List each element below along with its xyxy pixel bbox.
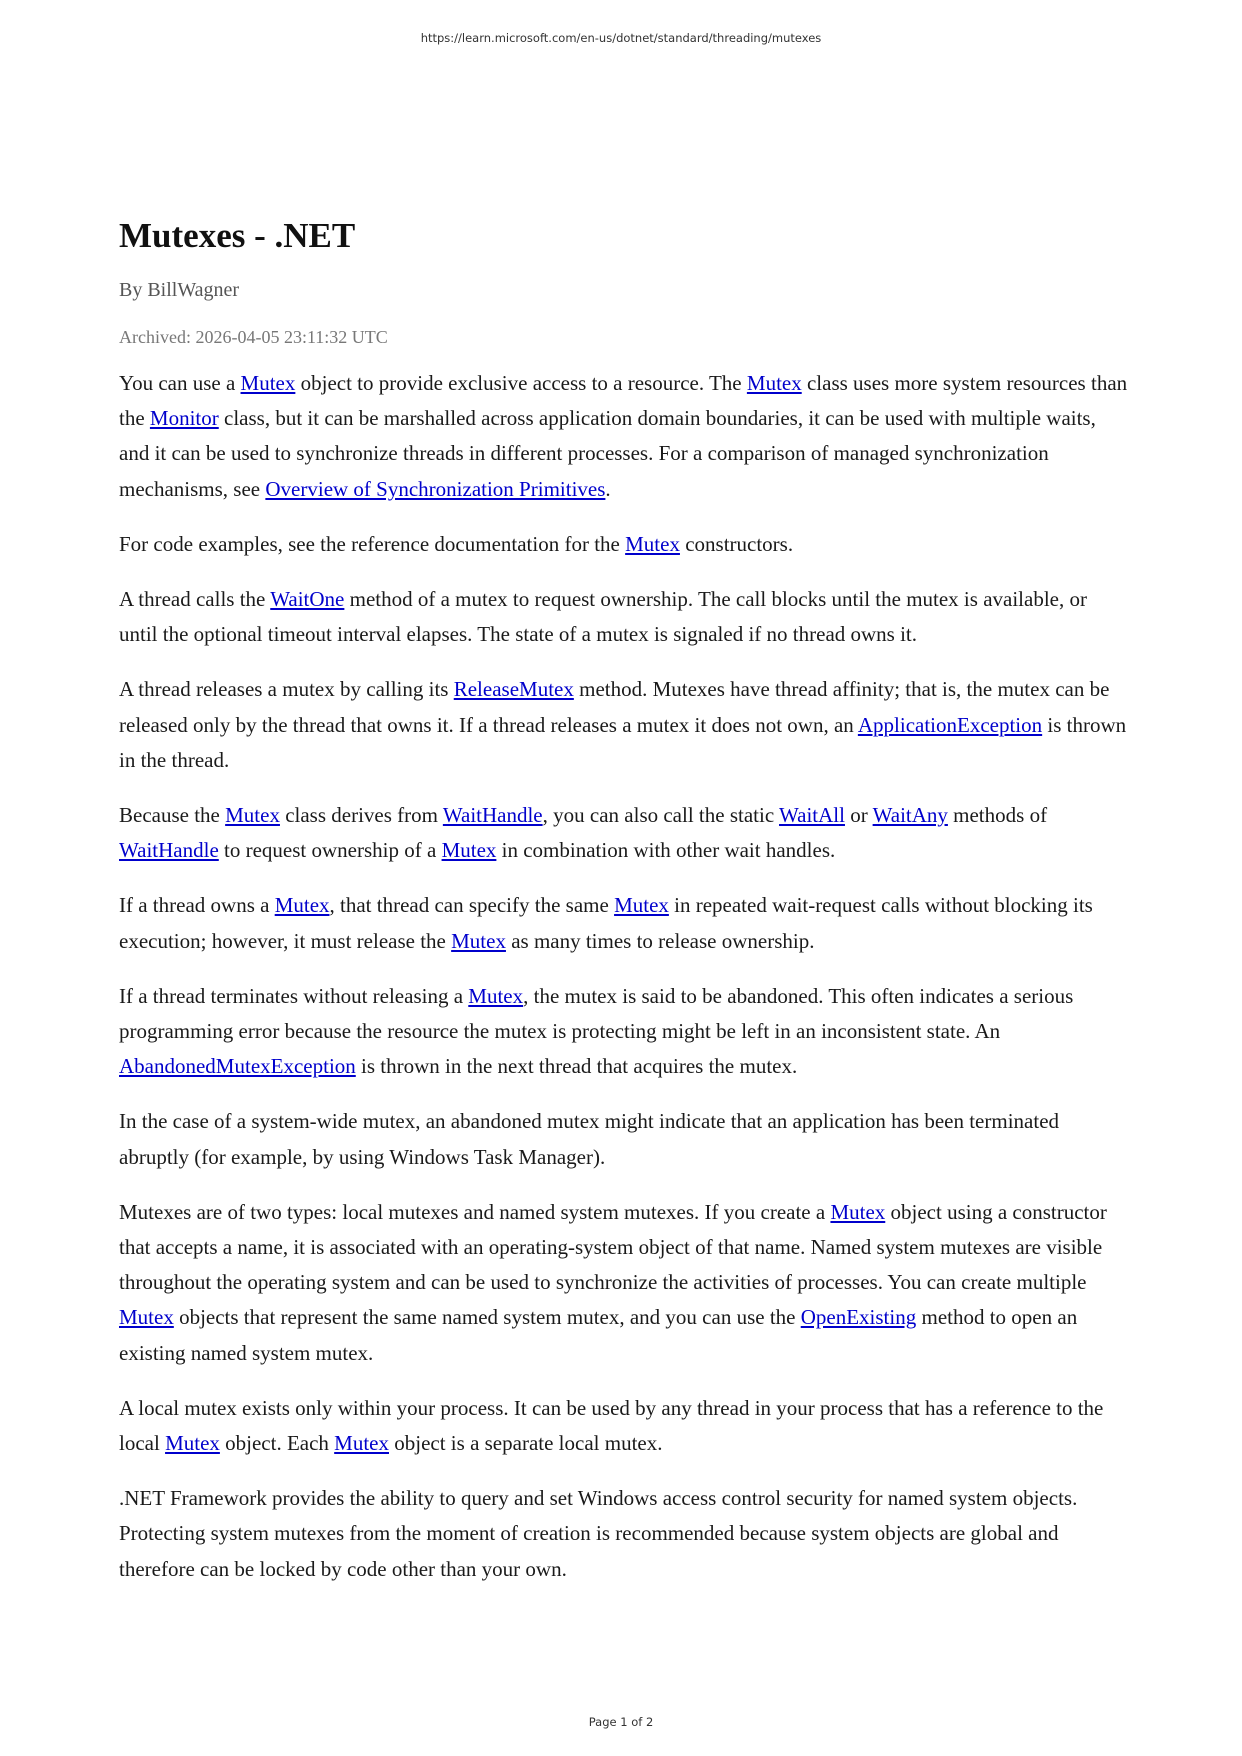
- article-body: [119, 366, 1129, 1587]
- link-mutex[interactable]: Mutex: [119, 1305, 174, 1330]
- text-run: If a thread terminates without releasing a: [119, 983, 469, 1008]
- text-run: is thrown in the thread.: [119, 712, 1127, 772]
- link-waithandle[interactable]: WaitHandle: [442, 803, 543, 828]
- paragraph: [119, 1391, 1129, 1461]
- text-run: Mutexes are of two types: local mutexes and named system mutexes. If you create a: [119, 1199, 831, 1224]
- text-run: method to open an existing named system mutex.: [119, 1305, 1078, 1365]
- page-title: Mutexes - .NET: [119, 216, 356, 255]
- paragraph: [119, 527, 1129, 562]
- text-run: to request ownership of a: [218, 838, 442, 863]
- paragraph: [119, 888, 1129, 958]
- text-run: For code examples, see the reference documentation for the: [119, 531, 626, 556]
- link-mutex[interactable]: Mutex: [451, 928, 506, 953]
- link-mutex[interactable]: Mutex: [274, 893, 330, 918]
- paragraph: [119, 1104, 1129, 1174]
- author-byline: By BillWagner: [119, 279, 240, 301]
- link-releasemutex[interactable]: ReleaseMutex: [453, 677, 574, 702]
- text-run: in combination with other wait handles.: [496, 838, 836, 863]
- link-mutex[interactable]: Mutex: [468, 983, 524, 1008]
- text-run: constructors.: [679, 531, 794, 556]
- link-mutex[interactable]: Mutex: [441, 838, 497, 863]
- link-openexisting[interactable]: OpenExisting: [800, 1305, 917, 1330]
- text-run: methods of: [947, 803, 1048, 828]
- text-run: method of a mutex to request ownership. The call blocks until the mutex is available, or until the optional timeout interval elapses. The state of a mutex is signaled if no thread owns it.: [119, 587, 1087, 647]
- text-run: , that thread can specify the same: [329, 893, 615, 918]
- text-run: Because the: [119, 803, 226, 828]
- text-run: is thrown in the next thread that acquires the mutex.: [355, 1054, 798, 1079]
- link-waitany[interactable]: WaitAny: [872, 803, 948, 828]
- text-run: , the mutex is said to be abandoned. This often indicates a serious programming error because the resource the mutex is protecting might be left in an inconsistent state. An: [119, 983, 1074, 1044]
- text-run: A thread calls the: [119, 587, 271, 612]
- link-mutex[interactable]: Mutex: [334, 1431, 389, 1456]
- text-run: You can use a: [119, 371, 241, 395]
- link-monitor[interactable]: Monitor: [149, 406, 219, 431]
- link-applicationexception[interactable]: ApplicationException: [857, 712, 1043, 737]
- text-run: in repeated wait-request calls without blocking its execution; however, it must release the: [119, 893, 1093, 953]
- archived-timestamp: Archived: 2026-04-05 23:11:32 UTC: [119, 327, 388, 347]
- paragraph: [119, 672, 1129, 778]
- link-mutex[interactable]: Mutex: [625, 531, 680, 556]
- text-run: object to provide exclusive access to a resource. The: [295, 371, 747, 395]
- link-abandonedmutexexception[interactable]: AbandonedMutexException: [119, 1054, 356, 1079]
- text-run: object. Each: [219, 1431, 335, 1456]
- paragraph: [119, 366, 1129, 507]
- text-run: method. Mutexes have thread affinity; that is, the mutex can be released only by the thread that owns it. If a thread releases a mutex it does not own, an: [119, 677, 1110, 737]
- page-url: https://learn.microsoft.com/en-us/dotnet/standard/threading/mutexes: [420, 31, 822, 45]
- text-run: , you can also call the static: [542, 803, 780, 828]
- text-run: In the case of a system-wide mutex, an abandoned mutex might indicate that an application has been terminated abruptly (for example, by using Windows Task Manager).: [119, 1109, 1060, 1169]
- link-mutex[interactable]: Mutex: [746, 371, 802, 395]
- text-run: A local mutex exists only within your process. It can be used by any thread in your process that has a reference to the local: [119, 1395, 1104, 1456]
- link-waithandle[interactable]: WaitHandle: [119, 838, 219, 863]
- link-mutex[interactable]: Mutex: [165, 1431, 220, 1456]
- text-run: If a thread owns a: [119, 893, 275, 918]
- link-overview-of-synchronization-primitives[interactable]: Overview of Synchronization Primitives: [265, 476, 606, 501]
- paragraph: [119, 979, 1129, 1085]
- text-run: objects that represent the same named system mutex, and you can use the: [173, 1305, 801, 1330]
- paragraph: [119, 798, 1129, 868]
- text-run: object is a separate local mutex.: [389, 1431, 663, 1456]
- page-number: Page 1 of 2: [588, 1715, 654, 1729]
- text-run: .: [605, 476, 611, 501]
- text-run: class, but it can be marshalled across application domain boundaries, it can be used with multiple waits, and it can be used to synchronize threads in different processes. For a comparison of managed synchronization mechanisms, see: [119, 406, 1096, 501]
- link-mutex[interactable]: Mutex: [830, 1199, 886, 1224]
- article: [119, 212, 1129, 1607]
- link-waitone[interactable]: WaitOne: [270, 587, 345, 612]
- paragraph: [119, 1481, 1129, 1587]
- text-run: A thread releases a mutex by calling its: [119, 677, 454, 702]
- text-run: .NET Framework provides the ability to query and set Windows access control security for named system objects. Protecting system mutexes from the moment of creation is recommended because system objects are global and therefore can be locked by code other than your own.: [119, 1486, 1078, 1581]
- text-run: class uses more system resources than the: [119, 371, 1128, 431]
- link-mutex[interactable]: Mutex: [614, 893, 669, 918]
- link-mutex[interactable]: Mutex: [225, 803, 280, 828]
- link-waitall[interactable]: WaitAll: [779, 803, 845, 828]
- link-mutex[interactable]: Mutex: [240, 371, 296, 395]
- text-run: object using a constructor that accepts a name, it is associated with an operating-system object of that name. Named system mutexes are visible throughout the operating system and can be used to synchronize the activities of processes. You can create multiple: [119, 1199, 1107, 1295]
- text-run: as many times to release ownership.: [505, 928, 815, 953]
- text-run: class derives from: [279, 803, 443, 828]
- text-run: or: [844, 803, 873, 828]
- paragraph: [119, 582, 1129, 652]
- paragraph: [119, 1195, 1129, 1371]
